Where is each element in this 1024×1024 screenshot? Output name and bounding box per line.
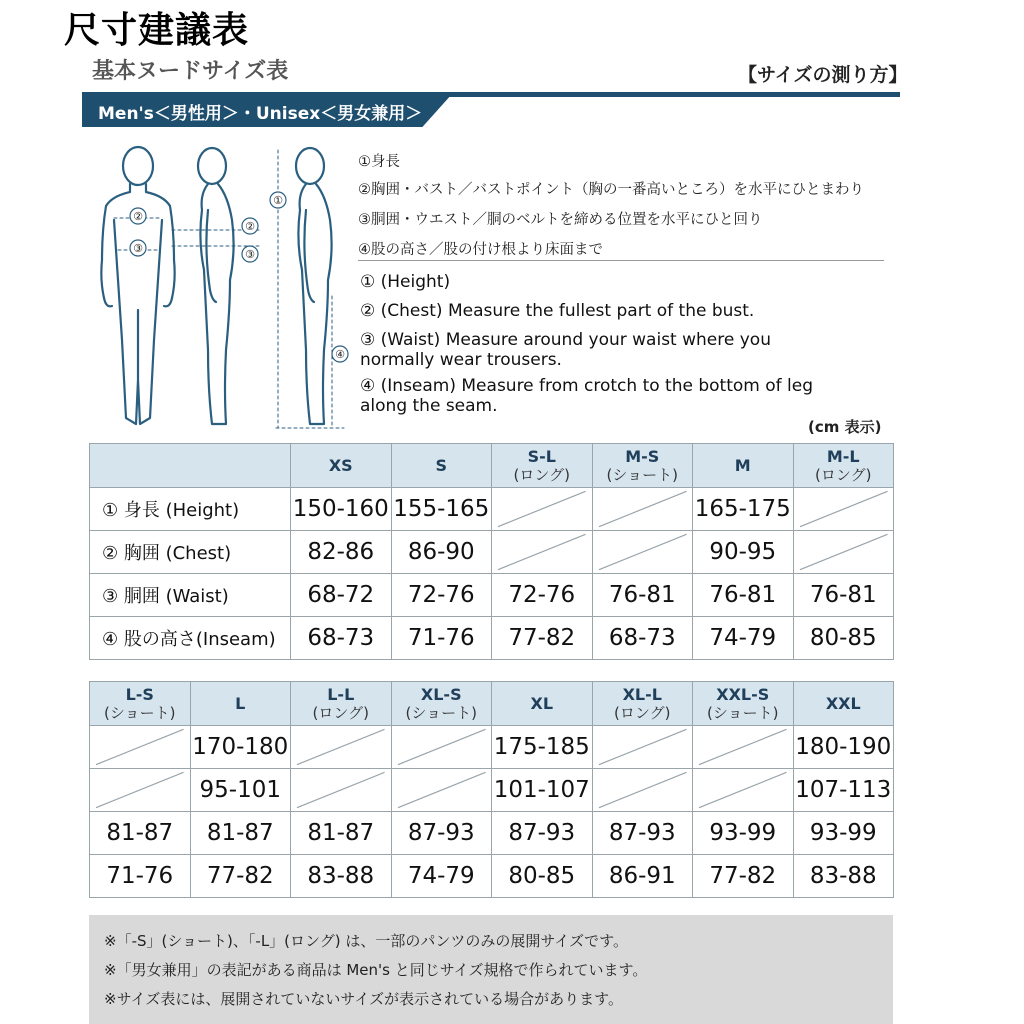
size-header: M [693,444,794,488]
table-cell: 83-88 [793,855,894,898]
table-cell-na [592,531,693,574]
table-cell: 155-165 [391,488,492,531]
table-cell: 77-82 [190,855,291,898]
na-slash-icon [392,726,492,768]
how-to-measure-link[interactable]: 【サイズの測り方】 [738,64,908,86]
table-row [90,531,894,574]
table-row [90,574,894,617]
size-header: XL [492,682,593,726]
table-cell: 150-160 [291,488,392,531]
na-slash-icon [392,769,492,811]
na-slash-icon [593,726,693,768]
table-cell-na [391,726,492,769]
row-label: ① 身長 (Height) [90,488,291,531]
table-cell: 101-107 [492,769,593,812]
na-slash-icon [593,531,693,573]
unit-label: (cm 表示) [808,418,882,436]
na-slash-icon [90,726,190,768]
table-cell: 68-72 [291,574,392,617]
footnote-2: ※「男女兼用」の表記がある商品は Men's と同じサイズ規格で作られています。 [104,961,648,979]
marker-chest-side: ② [245,220,255,233]
table-cell: 71-76 [90,855,191,898]
table-cell-na [492,488,593,531]
table-cell: 180-190 [793,726,894,769]
table-cell: 76-81 [592,574,693,617]
marker-waist-front: ③ [133,242,143,255]
side-figure [198,148,234,424]
jp-note-waist: ③胴囲・ウエスト／胴のベルトを締める位置を水平にひと回り [358,212,763,228]
notes-divider [358,260,884,261]
table-cell-na [291,726,392,769]
table-cell: 77-82 [693,855,794,898]
size-header: S-L (ロング) [492,444,593,488]
na-slash-icon [492,488,592,530]
table-row [90,617,894,660]
table-cell: 80-85 [492,855,593,898]
table-cell: 72-76 [391,574,492,617]
row-label: ④ 股の高さ(Inseam) [90,617,291,660]
table-cell-na [693,726,794,769]
size-header: XL-L (ロング) [592,682,693,726]
size-table-2 [89,681,894,898]
table-cell: 68-73 [592,617,693,660]
table-cell: 76-81 [693,574,794,617]
na-slash-icon [794,531,894,573]
table-cell: 81-87 [90,812,191,855]
na-slash-icon [693,726,793,768]
size-header: L-L (ロング) [291,682,392,726]
en-note-waist-cont: normally wear trousers. [360,350,562,370]
table-cell-na [90,726,191,769]
side-figure-measured [172,148,344,428]
na-slash-icon [593,488,693,530]
na-slash-icon [593,769,693,811]
table-cell-na [793,488,894,531]
size-table-1 [89,443,894,660]
marker-inseam: ④ [335,348,345,361]
footnote-3: ※サイズ表には、展開されていないサイズが表示されている場合があります。 [104,990,623,1008]
table-cell: 81-87 [190,812,291,855]
table-cell: 165-175 [693,488,794,531]
table-cell: 87-93 [592,812,693,855]
table-cell-na [592,488,693,531]
table-cell: 77-82 [492,617,593,660]
table-cell-na [492,531,593,574]
en-note-chest: ② (Chest) Measure the fullest part of the bust. [360,301,755,321]
en-note-waist: ③ (Waist) Measure around your waist where you [360,330,771,350]
marker-height: ① [273,194,283,207]
front-figure [101,147,174,424]
table-row [90,855,894,898]
en-note-height: ① (Height) [360,272,451,292]
page-title: 尺寸建議表 [64,10,250,51]
table-cell: 86-91 [592,855,693,898]
table-cell-na [693,769,794,812]
body-measurement-figures [92,140,362,440]
marker-waist-side: ③ [245,248,255,261]
table-cell: 87-93 [391,812,492,855]
table-cell-na [391,769,492,812]
size-header: M-L (ロング) [793,444,894,488]
na-slash-icon [492,531,592,573]
table-cell: 87-93 [492,812,593,855]
table-cell: 175-185 [492,726,593,769]
table-row [90,812,894,855]
table-cell-na [793,531,894,574]
table-cell: 170-180 [190,726,291,769]
row-label: ③ 胴囲 (Waist) [90,574,291,617]
table-cell: 74-79 [693,617,794,660]
table-cell: 72-76 [492,574,593,617]
size-header: L-S (ショート) [90,682,191,726]
size-header: XL-S (ショート) [391,682,492,726]
table-cell: 71-76 [391,617,492,660]
jp-note-height: ①身長 [358,154,400,170]
na-slash-icon [693,769,793,811]
na-slash-icon [794,488,894,530]
table-row [90,488,894,531]
table-cell: 95-101 [190,769,291,812]
table-cell-na [592,726,693,769]
table-cell: 82-86 [291,531,392,574]
size-header: L [190,682,291,726]
table-cell: 90-95 [693,531,794,574]
table-cell: 93-99 [793,812,894,855]
table-cell: 107-113 [793,769,894,812]
na-slash-icon [291,726,391,768]
table-row [90,726,894,769]
table-cell: 76-81 [793,574,894,617]
size-header: M-S (ショート) [592,444,693,488]
jp-note-inseam: ④股の高さ／股の付け根より床面まで [358,242,603,258]
category-banner-label: Men's＜男性用＞・Unisex＜男女兼用＞ [98,104,423,124]
size-header: XXL-S (ショート) [693,682,794,726]
row-label: ② 胸囲 (Chest) [90,531,291,574]
footnote-1: ※「-S」(ショート)、「-L」(ロング) は、一部のパンツのみの展開サイズです。 [104,932,628,950]
table-cell-na [291,769,392,812]
na-slash-icon [291,769,391,811]
table-cell-na [592,769,693,812]
table-cell: 93-99 [693,812,794,855]
table-cell-na [90,769,191,812]
na-slash-icon [90,769,190,811]
table-cell: 86-90 [391,531,492,574]
table-cell: 68-73 [291,617,392,660]
marker-chest-front: ② [133,210,143,223]
en-note-inseam-cont: along the seam. [360,396,498,416]
table-cell: 74-79 [391,855,492,898]
size-header: XS [291,444,392,488]
jp-note-chest: ②胸囲・バスト／バストポイント（胸の一番高いところ）を水平にひとまわり [358,182,864,198]
table-cell: 80-85 [793,617,894,660]
table-cell: 83-88 [291,855,392,898]
size-header: S [391,444,492,488]
size-chart-subtitle: 基本ヌードサイズ表 [92,59,289,84]
table-corner [90,444,291,488]
table-cell: 81-87 [291,812,392,855]
en-note-inseam: ④ (Inseam) Measure from crotch to the bottom of leg [360,376,813,396]
size-header: XXL [793,682,894,726]
table-row [90,769,894,812]
